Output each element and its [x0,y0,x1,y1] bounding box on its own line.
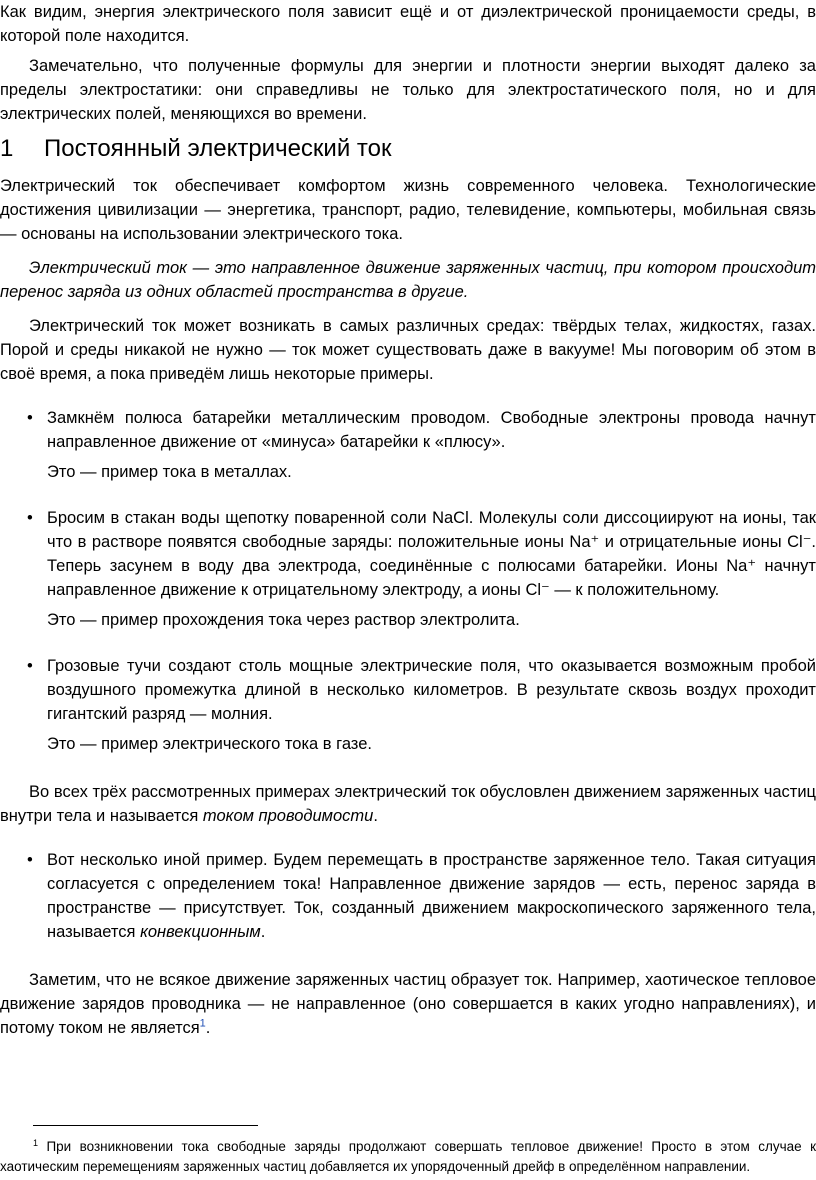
intro-paragraph-1: Как видим, энергия электрического поля зависит ещё и от диэлектрической проницаемости среды, в которой поле находится. [0,3,816,45]
list-item-text: Грозовые тучи создают столь мощные электрические поля, что оказывается возможным пробой воздушного промежутка длиной в несколько километров. В результате сквозь воздух проходит гигантский разряд — молния. [47,657,816,723]
closing-paragraph [0,968,816,1040]
list-item [0,406,816,484]
bullet-icon: • [27,657,33,675]
convection-end: . [260,923,266,941]
list-item-text [47,848,816,944]
closing-end: . [205,1019,211,1037]
section-heading [0,134,816,164]
list-item [0,506,816,632]
list-item [0,654,816,756]
section-number: 1 [0,135,14,162]
body-paragraph-1: Электрический ток обеспечивает комфортом жизнь современного человека. Технологические достижения цивилизации — энергетика, транспорт, радио, телевидение, компьютеры, мобильная связь — основаны на использовании электрического тока. [0,177,816,243]
bullet-icon: • [27,851,33,869]
intro-paragraph-2: Замечательно, что полученные формулы для энергии и плотности энергии выходят далеко за пределы электростатики: они справедливы не только для электростатического поля, но и для электрических полей, меняющихся во времени. [0,57,816,123]
list-item-note: Это — пример электрического тока в газе. [47,735,372,753]
examples-list [0,406,816,756]
footnote [0,1137,816,1177]
list-item-text: Бросим в стакан воды щепотку поваренной соли NaCl. Молекулы соли диссоциируют на ионы, так что в растворе появятся свободные заряды: положительные ионы Na⁺ и отрицательные ионы Cl⁻. Теперь засунем в воду два электрода, соединённые с полюсами батарейки. Ионы Na⁺ начнут направленное движение к отрицательному электроду, а ионы Cl⁻ — к положительному. [47,509,816,599]
bullet-icon: • [27,509,33,527]
footnote-text: При возникновении тока свободные заряды продолжают совершать тепловое движение! Просто в этом случае к хаотическим перемещениям заряженных частиц добавляется их упорядоченный дрейф в определённом направлении. [0,1139,816,1174]
closing-text: Заметим, что не всякое движение заряженных частиц образует ток. Например, хаотическое тепловое движение зарядов проводника — не направленное (оно совершается в каких угодно направлениях), и потому током не является [0,971,816,1037]
definition-paragraph: Электрический ток — это направленное движение заряженных частиц, при котором происходит перенос заряда из одних областей пространства в другие. [0,259,816,301]
conduction-text: Во всех трёх рассмотренных примерах электрический ток обусловлен движением заряженных частиц внутри тела и называется [0,783,816,825]
bullet-icon: • [27,409,33,427]
list-item [0,848,816,944]
footnote-reference-link[interactable]: 1 [199,1017,206,1030]
conduction-term: током проводимости [202,807,374,825]
conduction-end: . [373,807,378,825]
list-item-note: Это — пример прохождения тока через раствор электролита. [47,611,520,629]
convection-text: Вот несколько иной пример. Будем перемещать в пространстве заряженное тело. Такая ситуация согласуется с определением тока! Направленное движение зарядов — есть, перенос заряда в пространстве — присутствует. Ток, созданный движением макроскопического заряженного тела, называется [47,851,816,941]
footnote-mark: 1 [33,1137,39,1148]
section-title: Постоянный электрический ток [44,135,392,162]
convection-term: конвекционным [140,923,261,941]
convection-list [0,848,816,944]
list-item-note: Это — пример тока в металлах. [47,463,292,481]
body-paragraph-3: Электрический ток может возникать в самых различных средах: твёрдых телах, жидкостях, газах. Порой и среды никакой не нужно — ток может существовать даже в вакууме! Мы поговорим об этом в своё время, а пока приведём лишь некоторые примеры. [0,317,816,383]
list-item-text: Замкнём полюса батарейки металлическим проводом. Свободные электроны провода начнут направленное движение от «минуса» батарейки к «плюсу». [47,409,816,451]
footnote-divider [33,1125,258,1126]
conduction-paragraph [0,780,816,828]
